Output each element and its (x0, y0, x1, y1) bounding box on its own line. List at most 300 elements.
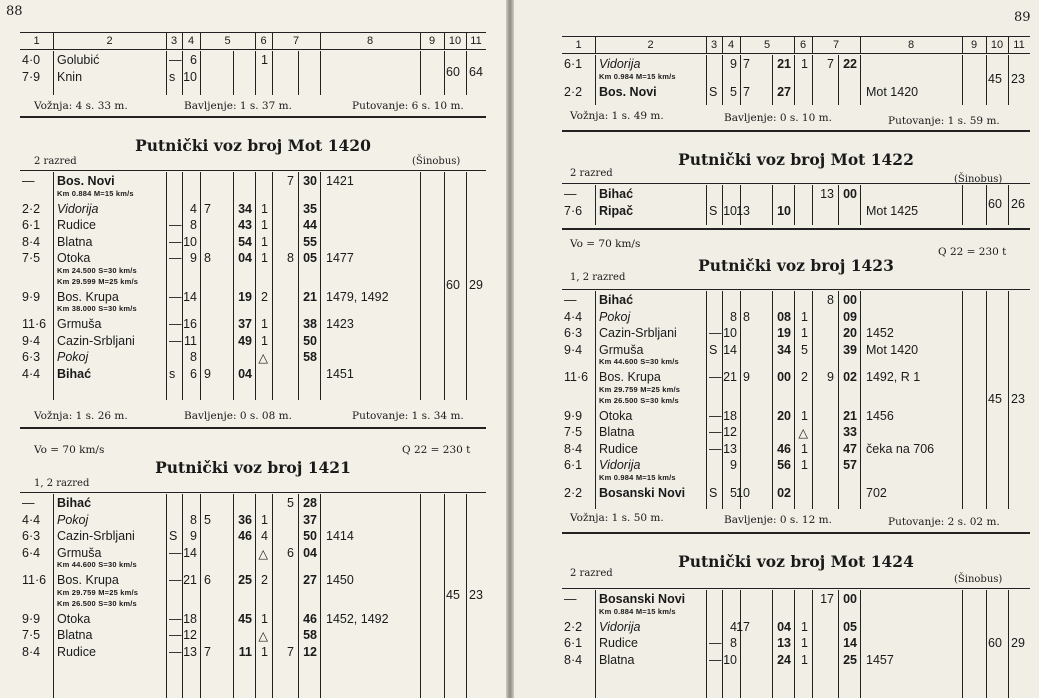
station-name: Grmuša (599, 342, 644, 357)
column-header-right (562, 36, 1030, 54)
station-name: Cazin-Srbljani (599, 326, 677, 340)
load-columns (562, 636, 1030, 652)
stop-code: — (169, 644, 182, 659)
dwell: 1 (261, 251, 268, 265)
stop-code: — (169, 53, 182, 67)
arr-minute: 13 (777, 636, 791, 650)
km-value: 9·9 (22, 289, 41, 304)
note: 1457 (866, 652, 894, 667)
dwell: 5 (801, 342, 808, 357)
col-header-3: 3 (710, 39, 718, 51)
note: 1477 (326, 251, 354, 265)
km-value: 6·1 (564, 57, 583, 71)
stop-code: S (709, 485, 718, 500)
footer-put: Putovanje: 1 s. 59 m. (888, 115, 1000, 127)
dep-hour: 7 (827, 57, 834, 71)
arr-minute: 25 (238, 573, 252, 587)
arr-minute: 46 (777, 441, 791, 456)
km-value: 11·6 (22, 317, 47, 331)
dep-minute: 27 (303, 573, 317, 587)
station-name: Blatna (599, 652, 635, 667)
footer-bav: Bavljenje: 0 s. 10 m. (724, 112, 832, 124)
km-value: 9·4 (22, 333, 41, 348)
station-name: Blatna (57, 234, 93, 249)
dwell: 1 (801, 441, 808, 456)
stop-code: — (169, 251, 182, 265)
stop-code: — (169, 545, 182, 560)
station-row (562, 310, 1030, 327)
station-row (562, 326, 1030, 343)
km-value: 6·3 (564, 326, 583, 340)
station-name: Bosanski Novi (599, 592, 686, 606)
dwell: △ (258, 546, 268, 561)
dwell: 2 (261, 573, 268, 587)
dwell: △ (258, 351, 268, 365)
col-header-10: 10 (990, 39, 1004, 51)
note: 1423 (326, 317, 354, 331)
col-header-11: 11 (1013, 39, 1025, 51)
km-value: 2·2 (564, 485, 583, 500)
run-minutes: 13 (183, 644, 197, 659)
arr-hour: 7 (743, 57, 750, 71)
arr-minute: 04 (238, 251, 252, 265)
dep-minute: 37 (303, 512, 317, 527)
note: 1452 (866, 326, 894, 340)
stop-code: — (709, 636, 722, 650)
stop-code: s (169, 69, 176, 84)
station-name: Grmuša (57, 545, 102, 560)
run-minutes: 4 (730, 619, 737, 634)
dep-minute: 57 (843, 458, 857, 472)
page-number-right: 89 (1014, 10, 1031, 25)
station-name: Bihać (599, 293, 634, 307)
dep-minute: 21 (843, 408, 857, 423)
station-row (20, 628, 486, 645)
station-name: Bosanski Novi (599, 485, 686, 500)
speed-info: Km 24.500 S=30 km/s (57, 265, 137, 275)
km-value: 4·4 (22, 366, 41, 381)
arr-minute: 20 (777, 408, 791, 423)
arr-minute: 02 (777, 485, 791, 500)
arr-hour: 10 (736, 485, 750, 500)
station-name: Grmuša (57, 317, 102, 331)
speed-label: Vo = 70 km/s (570, 238, 641, 250)
note: čeka na 706 (866, 441, 935, 456)
arr-minute: 10 (777, 203, 791, 218)
station-row (20, 218, 486, 235)
arr-minute: 43 (238, 218, 252, 232)
station-name: Bos. Novi (599, 84, 657, 99)
speed-info-row (562, 473, 1030, 484)
stop-code: S (709, 84, 718, 99)
km-value: 8·4 (22, 234, 41, 249)
station-name: Bos. Krupa (57, 289, 119, 304)
km-value: 7·5 (22, 251, 41, 265)
load-columns (20, 65, 486, 81)
arr-hour: 7 (204, 644, 211, 659)
dwell: 1 (261, 611, 268, 626)
station-name: Otoka (57, 611, 91, 626)
col-header-8: 8 (907, 39, 915, 51)
col-10-value: 23 (1011, 392, 1025, 406)
run-minutes: 10 (183, 69, 197, 84)
speed-info-row (20, 189, 486, 200)
class-label: 2 razred (570, 568, 613, 579)
timetable-1420 (20, 172, 486, 400)
dep-minute: 21 (303, 289, 317, 304)
class-label: 1, 2 razred (570, 272, 626, 283)
arr-minute: 04 (238, 366, 252, 381)
dwell: 1 (801, 458, 808, 472)
dep-hour: 7 (287, 644, 294, 659)
km-value: 4·0 (22, 53, 41, 67)
dep-minute: 00 (843, 592, 857, 606)
footer-put: Putovanje: 1 s. 34 m. (352, 410, 464, 422)
col-9-value: 60 (446, 65, 460, 79)
book-gutter (506, 0, 514, 698)
stop-code: S (709, 203, 718, 218)
stop-code: — (169, 234, 182, 249)
dep-minute: 00 (843, 293, 857, 307)
dwell: 1 (261, 218, 268, 232)
train-title-1424: Putnički voz broj Mot 1424 (678, 552, 914, 571)
timetable-1421 (20, 494, 486, 698)
dwell: 1 (801, 652, 808, 667)
run-minutes: 14 (183, 545, 197, 560)
dep-hour: 17 (820, 592, 834, 606)
dep-hour: 13 (820, 187, 834, 201)
column-header-left (20, 32, 486, 50)
run-minutes: 8 (730, 309, 737, 324)
station-name: Cazin-Srbljani (57, 333, 135, 348)
km-value: 7·6 (564, 203, 583, 218)
dep-minute: 39 (843, 342, 857, 357)
run-minutes: 14 (723, 342, 737, 357)
stop-code: — (709, 425, 722, 439)
speed-label: Vo = 70 km/s (34, 444, 105, 456)
note: 1421 (326, 174, 354, 188)
footer-put: Putovanje: 2 s. 02 m. (888, 516, 1000, 528)
speed-info: Km 44.600 S=30 km/s (57, 560, 137, 569)
station-name: Vidorija (599, 57, 641, 71)
dep-minute: 12 (303, 644, 317, 659)
speed-info-row (20, 266, 486, 277)
dwell: △ (798, 426, 808, 440)
station-row (562, 293, 1030, 310)
page-number-left: 88 (6, 4, 23, 19)
dwell: △ (258, 629, 268, 643)
arr-minute: 45 (238, 611, 252, 626)
dwell: 1 (261, 53, 268, 67)
km-value: 8·4 (564, 652, 583, 667)
col-header-7: 7 (832, 39, 840, 51)
dwell: 1 (801, 408, 808, 423)
dep-minute: 22 (843, 57, 857, 71)
arr-hour: 7 (204, 201, 211, 216)
train-title-1420: Putnički voz broj Mot 1420 (135, 136, 371, 155)
note: 1414 (326, 529, 354, 543)
km-value: 4·4 (22, 512, 41, 527)
dep-minute: 05 (843, 619, 857, 634)
km-value: 11·6 (22, 573, 47, 587)
station-name: Bos. Novi (57, 174, 115, 188)
speed-info-row (562, 607, 1030, 618)
km-value: 6·3 (22, 350, 41, 364)
timetable-top-right (562, 55, 1030, 105)
speed-info: Km 29.759 M=25 km/s (599, 384, 681, 394)
dep-minute: 02 (843, 370, 857, 384)
arr-hour: 5 (204, 512, 211, 527)
speed-info: Km 44.600 S=30 km/s (599, 357, 679, 366)
class-label: 1, 2 razred (34, 478, 90, 489)
arr-minute: 54 (238, 234, 252, 249)
dwell: 1 (261, 644, 268, 659)
stop-code: S (709, 342, 718, 357)
km-value: 9·4 (564, 342, 583, 357)
run-minutes: 18 (723, 408, 737, 423)
station-name: Bihać (57, 496, 92, 510)
station-name: Rudice (599, 636, 638, 650)
station-row (20, 496, 486, 513)
station-row (562, 425, 1030, 442)
km-value: 2·2 (22, 201, 41, 216)
footer-bav: Bavljenje: 0 s. 12 m. (724, 514, 832, 526)
load-columns (562, 72, 1030, 88)
station-name: Blatna (57, 628, 93, 642)
speed-info: Km 29.599 M=25 km/s (57, 276, 139, 286)
station-name: Pokoj (599, 309, 631, 324)
load-columns (20, 588, 486, 604)
km-value: 9·9 (22, 611, 41, 626)
train-title-1421: Putnički voz broj 1421 (155, 458, 351, 477)
load-columns (20, 278, 486, 294)
speed-info-row (562, 357, 1030, 368)
speed-info-row (20, 304, 486, 315)
note: 1492, R 1 (866, 370, 921, 384)
timetable-1423 (562, 291, 1030, 509)
km-value: 6·1 (564, 636, 583, 650)
dep-minute: 58 (303, 350, 317, 364)
run-minutes: 6 (190, 366, 197, 381)
arr-minute: 49 (238, 333, 252, 348)
station-name: Vidorija (599, 458, 641, 472)
run-minutes: 11 (184, 333, 197, 348)
dep-minute: 46 (303, 611, 317, 626)
note: Mot 1425 (866, 203, 919, 218)
station-name: Rudice (57, 644, 96, 659)
km-value: 7·5 (22, 628, 41, 642)
dwell: 1 (801, 57, 808, 71)
arr-minute: 46 (238, 529, 252, 543)
dep-minute: 44 (303, 218, 317, 232)
col-9-value: 45 (988, 72, 1002, 86)
footer-put: Putovanje: 6 s. 10 m. (352, 100, 464, 112)
station-row (562, 653, 1030, 670)
type-label: (Šinobus) (954, 174, 1003, 185)
station-row (20, 235, 486, 252)
stop-code: — (169, 317, 182, 331)
type-label: (Šinobus) (412, 156, 461, 167)
run-minutes: 8 (730, 636, 737, 650)
dep-minute: 55 (303, 234, 317, 249)
col-9-value: 60 (446, 278, 460, 292)
run-minutes: 8 (190, 512, 197, 527)
station-name: Bos. Krupa (599, 370, 661, 384)
run-minutes: 5 (730, 84, 737, 99)
col-header-1: 1 (575, 39, 582, 51)
station-row (562, 620, 1030, 637)
dep-hour: 9 (827, 370, 834, 384)
run-minutes: 14 (183, 289, 197, 304)
arr-minute: 19 (777, 326, 791, 340)
col-header-8: 8 (366, 35, 374, 47)
arr-hour: 7 (743, 84, 750, 99)
col-9-value: 45 (446, 588, 460, 602)
station-row (20, 529, 486, 546)
dep-minute: 05 (303, 251, 317, 265)
run-minutes: 9 (730, 458, 737, 472)
km-value: 6·4 (22, 545, 41, 560)
dep-minute: 50 (303, 333, 317, 348)
arr-minute: 37 (238, 317, 252, 331)
stop-code: S (169, 529, 178, 543)
col-header-7: 7 (292, 35, 300, 47)
footer-bav: Bavljenje: 0 s. 08 m. (184, 410, 292, 422)
dwell: 1 (261, 512, 268, 527)
run-minutes: 10 (723, 203, 737, 218)
km-value: — (22, 496, 35, 510)
km-value: — (22, 174, 35, 188)
run-minutes: 10 (723, 326, 737, 340)
dwell: 1 (261, 201, 268, 216)
speed-info: Km 0.884 M=15 km/s (599, 606, 676, 616)
dwell: 1 (261, 317, 268, 331)
train-title-1422: Putnički voz broj Mot 1422 (678, 150, 914, 169)
run-minutes: 21 (183, 573, 197, 587)
arr-hour: 9 (204, 366, 211, 381)
station-name: Otoka (599, 408, 633, 423)
station-row (562, 486, 1030, 503)
footer-bav: Bavljenje: 1 s. 37 m. (184, 100, 292, 112)
arr-hour: 9 (743, 370, 750, 384)
station-name: Golubić (57, 53, 100, 67)
timetable-1424 (562, 590, 1030, 698)
speed-info: Km 38.000 S=30 km/s (57, 304, 137, 313)
dep-hour: 5 (287, 496, 294, 510)
dwell: 2 (261, 289, 268, 304)
run-minutes: 6 (190, 53, 197, 67)
km-value: 6·1 (564, 458, 583, 472)
class-label: 2 razred (34, 156, 77, 167)
note: 1456 (866, 408, 894, 423)
stop-code: — (709, 441, 722, 456)
arr-hour: 8 (204, 251, 211, 265)
col-header-9: 9 (428, 35, 436, 47)
stop-code: — (709, 652, 722, 667)
stop-code: — (169, 628, 182, 642)
col-10-value: 29 (469, 278, 483, 292)
km-value: 8·4 (564, 441, 583, 456)
run-minutes: 12 (183, 628, 197, 642)
note: 1451 (326, 366, 354, 381)
station-name: Otoka (57, 251, 91, 265)
station-name: Blatna (599, 425, 635, 439)
run-minutes: 9 (190, 251, 197, 265)
stop-code: — (169, 573, 182, 587)
stop-code: — (709, 326, 722, 340)
stop-code: s (169, 366, 176, 381)
col-header-3: 3 (170, 35, 178, 47)
col-header-5: 5 (224, 35, 231, 47)
run-minutes: 13 (723, 441, 737, 456)
dep-hour: 8 (287, 251, 294, 265)
dep-hour: 8 (827, 293, 834, 307)
dep-minute: 00 (843, 187, 857, 201)
km-value: — (564, 187, 577, 201)
arr-minute: 34 (238, 201, 252, 216)
station-name: Cazin-Srbljani (57, 529, 135, 543)
timetable-top-left (20, 51, 486, 95)
dep-minute: 38 (303, 317, 317, 331)
col-header-11: 11 (470, 35, 482, 47)
km-value: — (564, 293, 577, 307)
station-name: Pokoj (57, 512, 89, 527)
dwell: 4 (261, 529, 268, 543)
note: 1452, 1492 (326, 611, 389, 626)
speed-info: Km 26.500 S=30 km/s (599, 395, 679, 405)
load-label: Q 22 = 230 t (402, 444, 471, 456)
class-label: 2 razred (570, 168, 613, 179)
col-10-value: 23 (469, 588, 483, 602)
arr-minute: 00 (777, 370, 791, 384)
col-9-value: 60 (988, 636, 1002, 650)
station-name: Rudice (599, 441, 638, 456)
station-row (562, 442, 1030, 459)
dep-minute: 04 (303, 545, 317, 560)
arr-hour: 17 (736, 619, 750, 634)
station-row (20, 513, 486, 530)
arr-minute: 11 (238, 644, 252, 659)
stop-code: — (709, 370, 722, 384)
col-header-2: 2 (106, 35, 113, 47)
speed-info: Km 0.984 M=15 km/s (599, 472, 676, 482)
km-value: — (564, 592, 577, 606)
speed-info: Km 29.759 M=25 km/s (57, 587, 139, 597)
dwell: 1 (801, 326, 808, 340)
run-minutes: 8 (190, 350, 197, 364)
km-value: 11·6 (564, 370, 589, 384)
km-value: 2·2 (564, 84, 583, 99)
load-label: Q 22 = 230 t (938, 246, 1007, 258)
dep-minute: 58 (303, 628, 317, 642)
run-minutes: 9 (190, 529, 197, 543)
load-columns (562, 392, 1030, 408)
footer-vozn: Vožnja: 1 s. 49 m. (570, 110, 664, 122)
dep-minute: 35 (303, 201, 317, 216)
station-row (20, 645, 486, 662)
speed-info: Km 0.884 M=15 km/s (57, 188, 134, 198)
run-minutes: 12 (723, 425, 737, 439)
arr-minute: 21 (777, 57, 791, 71)
speed-info: Km 26.500 S=30 km/s (57, 598, 137, 608)
arr-hour: 13 (736, 203, 750, 218)
dwell: 1 (261, 333, 268, 348)
note: Mot 1420 (866, 342, 919, 357)
arr-minute: 27 (777, 84, 791, 99)
dep-minute: 28 (303, 496, 317, 510)
dep-hour: 6 (287, 545, 294, 560)
km-value: 7·9 (22, 69, 41, 84)
